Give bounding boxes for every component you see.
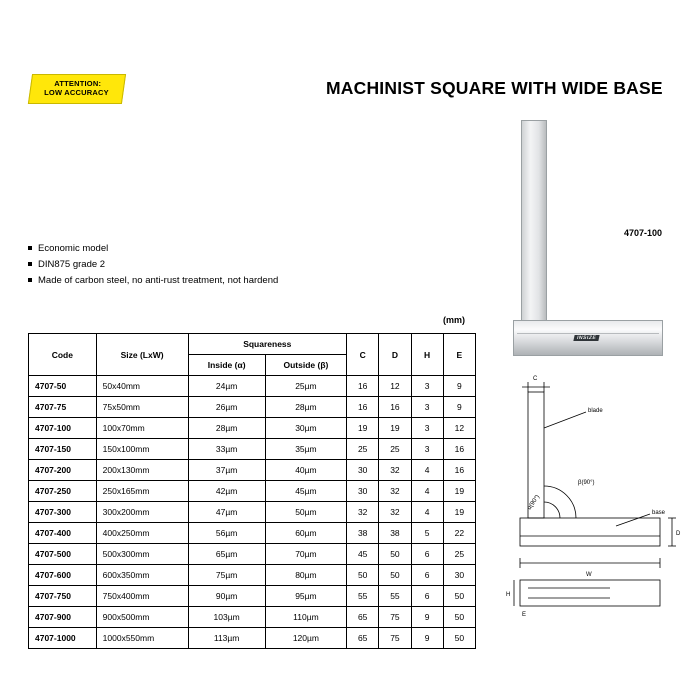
base-illustration [513,320,663,356]
cell-h: 3 [411,439,443,460]
cell-outside: 60µm [265,523,346,544]
cell-inside: 90µm [188,586,265,607]
cell-size: 150x100mm [96,439,188,460]
cell-inside: 47µm [188,502,265,523]
cell-code: 4707-300 [29,502,97,523]
cell-e: 19 [443,502,475,523]
cell-e: 50 [443,607,475,628]
header-d: D [379,334,411,376]
cell-d: 75 [379,628,411,649]
cell-outside: 25µm [265,376,346,397]
header-c: C [347,334,379,376]
cell-code: 4707-75 [29,397,97,418]
cell-outside: 40µm [265,460,346,481]
table-header-row [29,334,476,355]
cell-size: 600x350mm [96,565,188,586]
cell-size: 100x70mm [96,418,188,439]
cell-size: 75x50mm [96,397,188,418]
cell-inside: 33µm [188,439,265,460]
cell-code: 4707-400 [29,523,97,544]
cell-size: 250x165mm [96,481,188,502]
cell-inside: 113µm [188,628,265,649]
cell-size: 50x40mm [96,376,188,397]
cell-c: 55 [347,586,379,607]
cell-d: 50 [379,544,411,565]
table-row [29,418,476,439]
cell-c: 38 [347,523,379,544]
cell-d: 50 [379,565,411,586]
table-row [29,439,476,460]
cell-code: 4707-900 [29,607,97,628]
cell-inside: 24µm [188,376,265,397]
label-w: W [586,572,592,578]
cell-c: 16 [347,376,379,397]
label-c: C [533,376,538,382]
brand-logo: INSIZE [573,335,599,341]
table-row [29,607,476,628]
cell-h: 5 [411,523,443,544]
attention-badge [28,74,126,104]
square-bullet-icon [28,246,32,250]
cell-outside: 110µm [265,607,346,628]
cell-d: 32 [379,481,411,502]
cell-h: 4 [411,481,443,502]
cell-c: 32 [347,502,379,523]
cell-outside: 70µm [265,544,346,565]
cell-h: 9 [411,628,443,649]
table-row [29,460,476,481]
table-row [29,586,476,607]
header-code: Code [29,334,97,376]
cell-outside: 35µm [265,439,346,460]
cell-c: 30 [347,481,379,502]
cell-inside: 75µm [188,565,265,586]
square-bullet-icon [28,262,32,266]
page-title: MACHINIST SQUARE WITH WIDE BASE [326,78,663,98]
header-e: E [443,334,475,376]
header-squareness: Squareness [188,334,347,355]
cell-d: 12 [379,376,411,397]
drawing-detail-section [520,580,660,606]
cell-e: 12 [443,418,475,439]
cell-d: 38 [379,523,411,544]
label-angle-inside: α(90°) [526,494,542,512]
cell-h: 3 [411,418,443,439]
cell-e: 19 [443,481,475,502]
cell-e: 9 [443,397,475,418]
cell-code: 4707-50 [29,376,97,397]
cell-size: 200x130mm [96,460,188,481]
attention-line-2: LOW ACCURACY [44,88,109,98]
cell-c: 16 [347,397,379,418]
table-row [29,628,476,649]
cell-c: 19 [347,418,379,439]
cell-outside: 120µm [265,628,346,649]
table-body [29,376,476,649]
square-bullet-icon [28,278,32,282]
cell-outside: 50µm [265,502,346,523]
cell-outside: 95µm [265,586,346,607]
cell-size: 500x300mm [96,544,188,565]
feature-text: Economic model [38,243,109,254]
cell-h: 6 [411,586,443,607]
table-row [29,397,476,418]
label-base: base [652,510,666,516]
cell-outside: 45µm [265,481,346,502]
cell-size: 300x200mm [96,502,188,523]
label-blade: blade [588,408,603,414]
cell-code: 4707-150 [29,439,97,460]
cell-c: 25 [347,439,379,460]
feature-list [28,241,278,289]
cell-outside: 28µm [265,397,346,418]
table-row [29,481,476,502]
base-groove-line [517,333,659,334]
table-row [29,376,476,397]
cell-inside: 28µm [188,418,265,439]
header-outside: Outside (β) [265,355,346,376]
technical-drawing [500,368,690,628]
cell-inside: 37µm [188,460,265,481]
cell-inside: 56µm [188,523,265,544]
cell-code: 4707-500 [29,544,97,565]
header-inside: Inside (α) [188,355,265,376]
label-e: E [522,612,527,618]
unit-note: (mm) [443,315,465,325]
list-item [28,241,278,257]
cell-d: 25 [379,439,411,460]
specification-table [28,333,476,649]
list-item [28,257,278,273]
table-row [29,523,476,544]
cell-e: 50 [443,586,475,607]
cell-inside: 65µm [188,544,265,565]
cell-e: 30 [443,565,475,586]
cell-c: 30 [347,460,379,481]
cell-e: 50 [443,628,475,649]
cell-outside: 80µm [265,565,346,586]
cell-e: 16 [443,439,475,460]
cell-code: 4707-200 [29,460,97,481]
cell-h: 3 [411,376,443,397]
header-h: H [411,334,443,376]
cell-size: 400x250mm [96,523,188,544]
cell-c: 65 [347,607,379,628]
cell-size: 1000x550mm [96,628,188,649]
feature-text: Made of carbon steel, no anti-rust treatment, not hardend [38,275,279,286]
drawing-svg [500,368,690,628]
cell-c: 65 [347,628,379,649]
cell-h: 6 [411,544,443,565]
cell-h: 4 [411,460,443,481]
cell-code: 4707-600 [29,565,97,586]
table-row [29,544,476,565]
cell-inside: 26µm [188,397,265,418]
cell-h: 9 [411,607,443,628]
cell-h: 3 [411,397,443,418]
cell-e: 16 [443,460,475,481]
cell-d: 32 [379,460,411,481]
cell-code: 4707-250 [29,481,97,502]
cell-size: 900x500mm [96,607,188,628]
cell-code: 4707-750 [29,586,97,607]
cell-e: 22 [443,523,475,544]
cell-outside: 30µm [265,418,346,439]
cell-e: 9 [443,376,475,397]
cell-code: 4707-1000 [29,628,97,649]
cell-d: 55 [379,586,411,607]
cell-c: 50 [347,565,379,586]
header-size: Size (LxW) [96,334,188,376]
cell-e: 25 [443,544,475,565]
cell-d: 32 [379,502,411,523]
list-item [28,273,278,289]
cell-h: 6 [411,565,443,586]
blade-illustration [521,120,547,334]
table-row [29,502,476,523]
cell-code: 4707-100 [29,418,97,439]
cell-d: 16 [379,397,411,418]
label-angle-outside: β(90°) [578,480,595,486]
cell-d: 19 [379,418,411,439]
drawing-base [520,518,660,546]
cell-c: 45 [347,544,379,565]
product-photo-code: 4707-100 [624,228,663,238]
attention-line-1: ATTENTION: [54,79,102,88]
label-h: H [506,592,511,598]
label-d: D [676,531,681,537]
feature-text: DIN875 grade 2 [38,259,106,270]
cell-d: 75 [379,607,411,628]
cell-h: 4 [411,502,443,523]
cell-inside: 42µm [188,481,265,502]
cell-inside: 103µm [188,607,265,628]
table-row [29,565,476,586]
cell-size: 750x400mm [96,586,188,607]
